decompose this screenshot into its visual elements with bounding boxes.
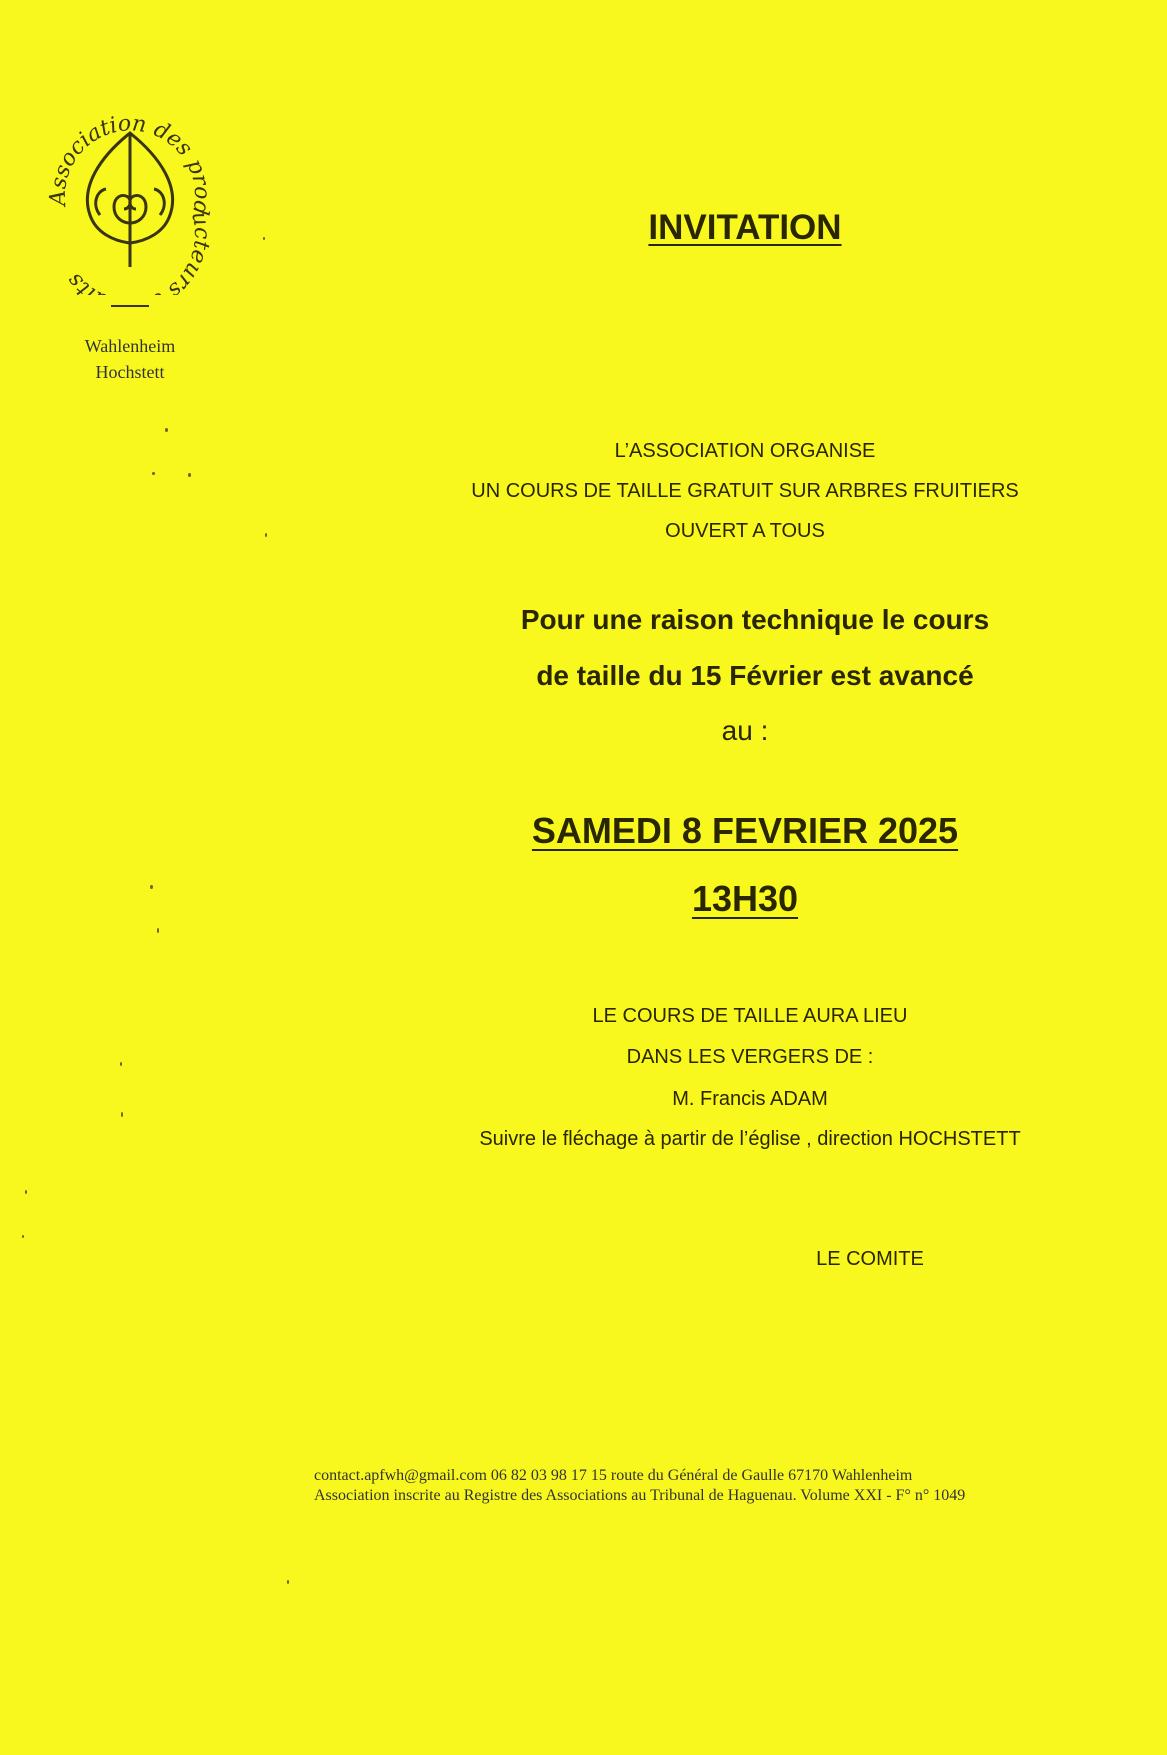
place-line-1: LE COURS DE TAILLE AURA LIEU [592,1005,908,1027]
scan-speck [188,473,191,477]
intro-line-1: L’ASSOCIATION ORGANISE [614,440,876,462]
leaf-spiral-icon [87,133,172,267]
scan-speck [25,1190,27,1194]
scan-speck [265,533,267,537]
logo-ring-text: Association des producteurs its [45,111,215,295]
logo-divider [111,305,149,307]
scan-speck [22,1235,24,1238]
event-date: SAMEDI 8 FEVRIER 2025 [531,810,959,851]
association-logo [30,95,230,295]
footer-contact: contact.apfwh@gmail.com 06 82 03 98 17 15 route du Général de Gaulle 67170 Wahlenheim [314,1467,913,1484]
intro-line-2: UN COURS DE TAILLE GRATUIT SUR ARBRES FRUITIERS [471,480,1019,502]
notice-line-1: Pour une raison technique le cours [520,604,990,635]
scan-speck [121,1112,123,1117]
town-hochstett: Hochstett [95,362,165,382]
footer-registration: Association inscrite au Registre des Associations au Tribunal de Haguenau. Volume XXI - F° n° 1049 [314,1487,966,1504]
scan-speck [287,1580,289,1584]
town-wahlenheim: Wahlenheim [84,336,176,356]
scan-speck [120,1062,122,1066]
logo-seal [30,95,230,295]
scan-speck [152,472,155,475]
place-line-3: M. Francis ADAM [672,1088,828,1110]
place-line-2: DANS LES VERGERS DE : [626,1046,874,1068]
notice-line-2: de taille du 15 Février est avancé [536,660,974,691]
scan-speck [157,928,159,933]
place-line-4: Suivre le fléchage à partir de l’église , direction HOCHSTETT [479,1128,1021,1150]
scan-speck [150,885,153,889]
notice-line-3: au : [721,715,769,746]
signature: LE COMITE [816,1248,924,1270]
intro-line-3: OUVERT A TOUS [665,520,825,542]
scan-speck [263,237,265,240]
scan-speck [165,428,168,432]
event-time: 13H30 [691,878,799,919]
invitation-title: INVITATION [648,208,842,247]
